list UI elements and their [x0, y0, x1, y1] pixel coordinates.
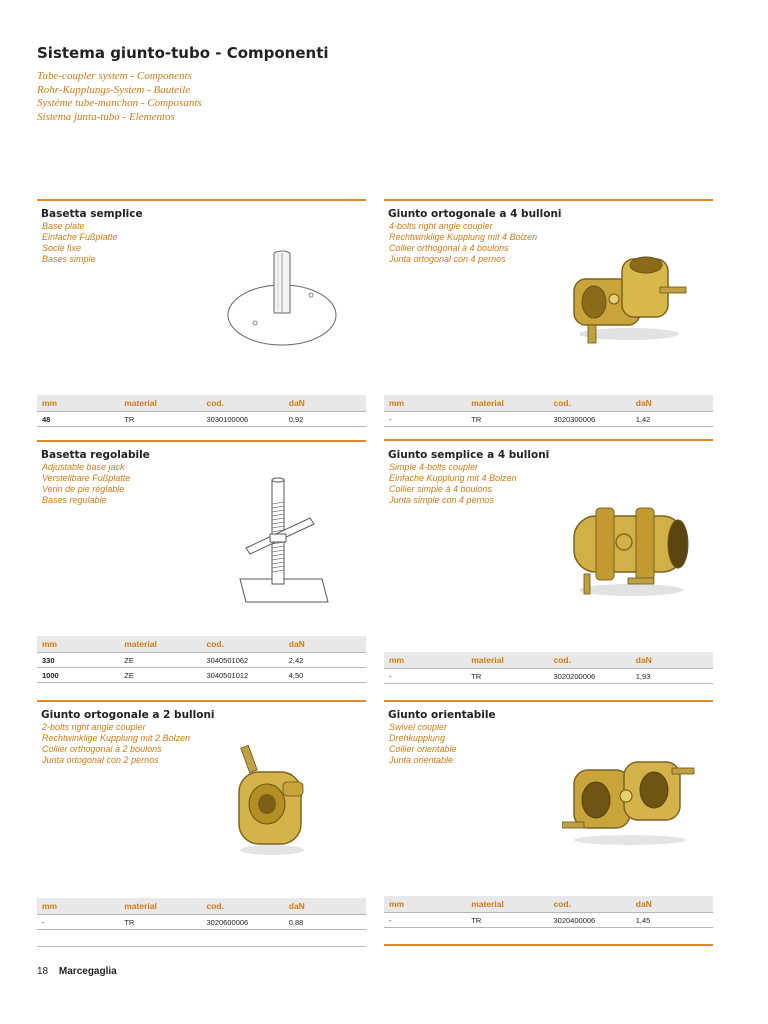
card-top-rule — [37, 700, 366, 702]
product-translations: Simple 4-bolts coupler Einfache Kupplung mit 4 Bolzen Collier simple à 4 boulons Junta simple con 4 pernos — [389, 462, 517, 505]
table-row: - TR 3020600006 0,88 — [37, 915, 366, 930]
spec-table: mm material cod. daN 48 TR 3030100006 0,92 — [37, 395, 366, 427]
card-bottom-rule — [384, 439, 713, 441]
brand-name: Marcegaglia — [58, 966, 117, 977]
subtitle-es: Sistema junta-tubo - Elementos — [37, 110, 175, 123]
spec-table: mm material cod. daN - TR 3020200006 1,93 — [384, 652, 713, 684]
card-top-rule — [37, 440, 366, 442]
product-card-simple-4-bolt-coupler — [384, 442, 713, 692]
coupler-photo — [566, 494, 696, 606]
card-bottom-rule — [37, 946, 366, 947]
table-row: - TR 3020300006 1,42 — [384, 412, 713, 427]
product-title: Giunto orientabile — [388, 709, 496, 721]
table-row: - TR 3020200006 1,93 — [384, 669, 713, 684]
spec-table: mm material cod. daN 330 ZE 3040501062 2,42 1000 ZE 3040501012 4,50 — [37, 636, 366, 683]
coupler-photo — [564, 249, 694, 349]
card-top-rule — [37, 199, 366, 201]
product-title: Giunto ortogonale a 4 bulloni — [388, 208, 562, 220]
product-title: Basetta semplice — [41, 208, 143, 220]
product-card-2-bolt-right-angle-coupler — [37, 700, 366, 948]
product-translations: Adjustable base jack Verstellbare Fußplatte Verin de pie réglable Bases regulable — [42, 462, 131, 505]
spec-table: mm material cod. daN - TR 3020300006 1,42 — [384, 395, 713, 427]
product-card-swivel-coupler — [384, 700, 713, 948]
table-row: 330 ZE 3040501062 2,42 — [37, 653, 366, 668]
product-card-4-bolt-right-angle-coupler — [384, 199, 713, 435]
product-translations: 4-bolts right angle coupler Rechtwinklige Kupplung mit 4 Bolzen Collier orthogonal à 4 boulons Junta ortogonal con 4 pernos — [389, 221, 538, 264]
product-translations: Base plate Einfache Fußplatte Socle fixe Bases simple — [42, 221, 118, 264]
table-row: 1000 ZE 3040501012 4,50 — [37, 668, 366, 683]
table-row: 48 TR 3030100006 0,92 — [37, 412, 366, 427]
card-top-rule — [384, 700, 713, 702]
subtitle-en: Tube-coupler system - Components — [37, 70, 192, 82]
product-title: Giunto ortogonale a 2 bulloni — [41, 709, 215, 721]
page-footer — [37, 966, 117, 977]
product-title: Basetta regolabile — [41, 449, 150, 461]
coupler-photo — [227, 742, 317, 860]
product-card-adjustable-base-jack — [37, 440, 366, 690]
base-jack-drawing — [232, 474, 332, 612]
spec-table: mm material cod. daN - TR 3020600006 0,88 — [37, 898, 366, 930]
product-translations: 2-bolts right angle coupler Rechtwinklige Kupplung mit 2 Bolzen Collier orthogonal à 2 boulons Junta ortogonal con 2 pernos — [42, 722, 191, 765]
table-row: - TR 3020400006 1,45 — [384, 913, 713, 928]
card-bottom-rule — [384, 944, 713, 946]
page-title: Sistema giunto-tubo - Componenti — [37, 44, 329, 62]
subtitle-fr: Système tube-manchon - Composants — [37, 97, 202, 109]
page-subtitles — [37, 70, 202, 124]
card-top-rule — [384, 199, 713, 201]
product-title: Giunto semplice a 4 bulloni — [388, 449, 550, 461]
product-card-base-plate — [37, 199, 366, 435]
product-translations: Swivel coupler Drehkupplung Collier orientable Junta orientable — [389, 722, 457, 765]
coupler-photo — [562, 744, 698, 850]
base-plate-drawing — [222, 245, 344, 351]
page-number: 18 — [37, 966, 49, 977]
subtitle-de: Rohr-Kupplungs-System - Bauteile — [37, 83, 191, 96]
spec-table: mm material cod. daN - TR 3020400006 1,45 — [384, 896, 713, 928]
